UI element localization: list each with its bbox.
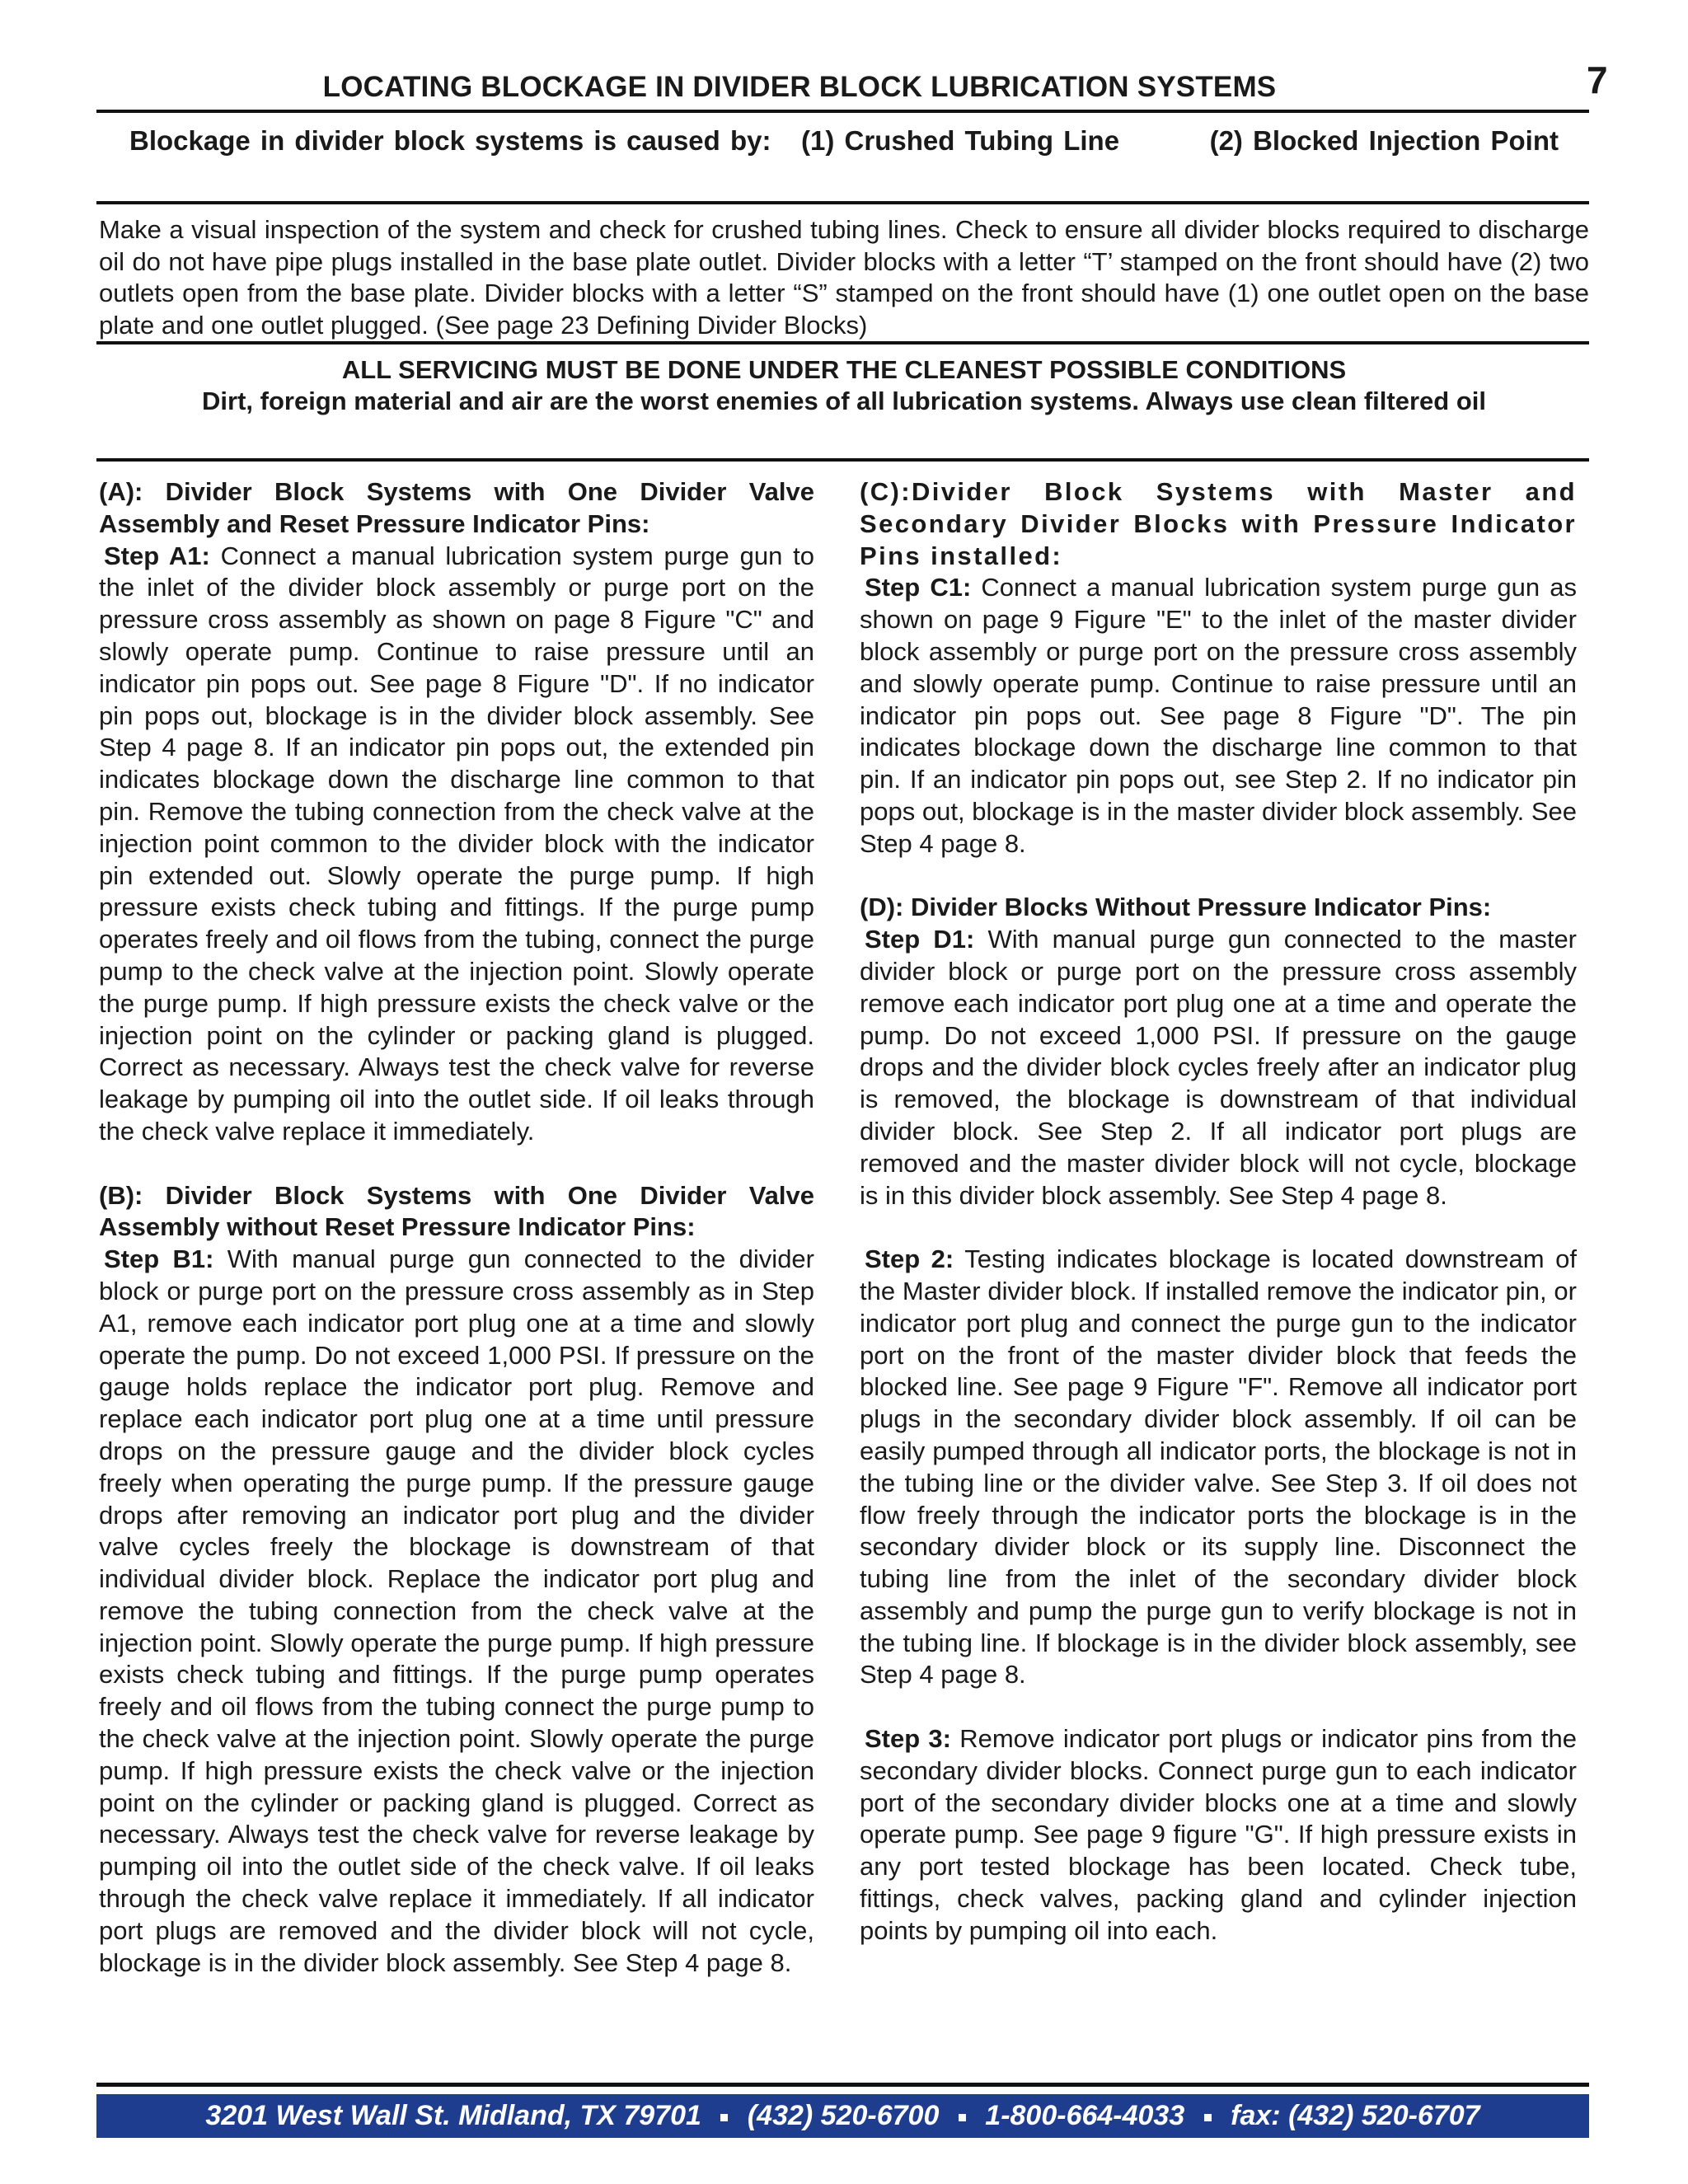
footer-address: 3201 West Wall St. Midland, TX 79701 xyxy=(205,2100,701,2131)
step-2-label: Step 2: xyxy=(865,1244,954,1274)
step-2-text: Testing indicates blockage is located downstream of the Master divider block. If installed remove the indicator pin, or indicator port plug and connect the purge gun to the indicator port on the front of the master divider block that feeds the blocked line. See page 9 Figure "F". Remove all indicator port plugs in the secondary divider block assembly. If oil can be easily pumped through all indicator ports, the blockage is not in the tubing line or the divider valve. See Step 3. If oil does not flow freely through the indicator ports the blockage is in the secondary divider block or its supply line. Disconnect the tubing line from the inlet of the secondary divider block assembly and pump the purge gun to verify blockage is not in the tubing line. If blockage is in the divider block assembly, see Step 4 page 8. xyxy=(860,1244,1577,1690)
step-a1-text: Connect a manual lubrication system purge gun to the inlet of the divider block assembly or purge port on the pressure cross assembly as shown on page 8 Figure "C" and slowly operate pump. Continue to raise pressure until an indicator pin pops out. See page 8 Figure "D". If no indicator pin pops out, blockage is in the divider block assembly. See Step 4 page 8. If an indicator pin pops out, the extended pin indicates blockage down the discharge line common to that pin. Remove the tubing connection from the check valve at the injection point common to the divider block with the indicator pin extended out. Slowly operate the purge pump. If high pressure exists check tubing and fittings. If the purge pump operates freely and oil flows from the tubing, connect the purge pump to the check valve at the injection point. Slowly operate the purge pump. If high pressure exists the check valve or the injection point on the cylinder or packing gland is plugged. Correct as necessary. Always test the check valve for reverse leakage by pumping oil into the outlet side. If oil leaks through the check valve replace it immediately. xyxy=(99,541,814,1146)
servicing-warning xyxy=(99,354,1589,417)
bullet-square-icon xyxy=(1204,2114,1212,2121)
bullet-square-icon xyxy=(720,2114,728,2121)
section-step-3 xyxy=(860,1723,1577,1947)
footer-tollfree: 1-800-664-4033 xyxy=(985,2100,1185,2131)
step-c1-text: Connect a manual lubrication system purge gun as shown on page 9 Figure "E" to the inlet of the master divider block assembly or purge port on the pressure cross assembly and slowly operate pump. Continue to raise pressure until an indicator pin pops out. See page 8 Figure "D". The pin indicates blockage down the discharge line common to that pin. If an indicator pin pops out, see Step 2. If no indicator pin pops out, blockage is in the master divider block assembly. See Step 4 page 8. xyxy=(860,573,1577,858)
step-3-text: Remove indicator port plugs or indicator pins from the secondary divider blocks. Connect purge gun to each indicator port of the secondary divider blocks one at a time and slowly operate pump. See page 9 figure "G". If high pressure exists in any port tested blockage has been located. Check tube, fittings, check valves, packing gland and cylinder injection points by pumping oil into each. xyxy=(860,1724,1577,1945)
header-divider xyxy=(96,110,1589,113)
step-d1-label: Step D1: xyxy=(865,925,975,954)
warning-divider xyxy=(96,458,1589,462)
footer-fax: fax: (432) 520-6707 xyxy=(1231,2100,1480,2131)
step-d1-text: With manual purge gun connected to the master divider block or purge port on the pressure cross assembly remove each indicator port plug one at a time and operate the pump. Do not exceed 1,000 PSI. If pressure on the gauge drops and the divider block cycles freely after an indicator plug is removed, the blockage is downstream of that individual divider block. See Step 2. If all indicator port plugs are removed and the master divider block will not cycle, blockage is in this divider block assembly. See Step 4 page 8. xyxy=(860,925,1578,1210)
section-a xyxy=(99,476,814,1148)
warning-line-1: ALL SERVICING MUST BE DONE UNDER THE CLEANEST POSSIBLE CONDITIONS xyxy=(341,355,1347,384)
section-step-2 xyxy=(860,1244,1577,1691)
cause-crushed-tubing: (1) Crushed Tubing Line xyxy=(801,125,1120,156)
step-b1-label: Step B1: xyxy=(104,1244,214,1274)
page-title: LOCATING BLOCKAGE IN DIVIDER BLOCK LUBRICATION SYSTEMS xyxy=(322,71,1277,103)
step-3-label: Step 3: xyxy=(865,1724,951,1754)
section-a-heading: (A): Divider Block Systems with One Divider Valve Assembly and Reset Pressure Indicator Pins: xyxy=(99,477,814,538)
section-b-heading: (B): Divider Block Systems with One Divider Valve Assembly without Reset Pressure Indicator Pins: xyxy=(99,1180,814,1242)
right-column xyxy=(860,476,1577,1979)
warning-line-2: Dirt, foreign material and air are the worst enemies of all lubrication systems. Always use clean filtered oil xyxy=(202,387,1486,415)
footer-phone: (432) 520-6700 xyxy=(747,2100,940,2131)
section-c xyxy=(860,476,1577,860)
bullet-square-icon xyxy=(959,2114,966,2121)
section-d-heading: (D): Divider Blocks Without Pressure Indicator Pins: xyxy=(860,893,1492,922)
step-a1-label: Step A1: xyxy=(104,541,210,570)
section-c-heading: (C):Divider Block Systems with Master and Secondary Divider Blocks with Pressure Indicator Pins installed: xyxy=(860,477,1577,570)
left-column xyxy=(99,476,814,2011)
section-b xyxy=(99,1180,814,1980)
section-d xyxy=(860,892,1577,1212)
causes-lead: Blockage in divider block systems is caused by: xyxy=(129,125,771,156)
step-c1-label: Step C1: xyxy=(865,573,972,602)
intro-divider xyxy=(96,341,1589,344)
step-b1-text: With manual purge gun connected to the divider block or purge port on the pressure cross assembly as in Step A1, remove each indicator port plug one at a time and slowly operate the pump. Do not exceed 1,000 PSI. If pressure on the gauge holds replace the indicator port plug. Remove and replace each indicator port plug one at a time until pressure drops on the pressure gauge and the divider block cycles freely when operating the purge pump. If the pressure gauge drops after removing an indicator port plug and the divider valve cycles freely the blockage is downstream of that individual divider block. Replace the indicator port plug and remove the tubing connection from the check valve at the injection point. Slowly operate the purge pump. If high pressure exists check tubing and fittings. If the purge pump operates freely and oil flows from the tubing connect the purge pump to the check valve at the injection point. Slowly operate the purge pump. If high pressure exists the check valve or the injection point on the cylinder or packing gland is plugged. Correct as necessary. Always test the check valve for reverse leakage by pumping oil into the outlet side of the check valve. If oil leaks through the check valve replace it immediately. If all indicator port plugs are removed and the divider block will not cycle, blockage is in the divider block assembly. See Step 4 page 8. xyxy=(99,1244,814,1977)
footer-divider xyxy=(96,2083,1589,2087)
subtitle-divider xyxy=(96,201,1589,204)
page-number: 7 xyxy=(1587,59,1608,101)
footer-contact-bar xyxy=(96,2094,1589,2138)
blockage-causes xyxy=(99,125,1589,157)
intro-paragraph: Make a visual inspection of the system and check for crushed tubing lines. Check to ensure all divider blocks required to discharge oil do not have pipe plugs installed in the base plate outlet. Divider blocks with a letter “T’ stamped on the front should have (2) two outlets open from the base plate. Divider blocks with a letter “S” stamped on the front should have (1) one outlet open on the base plate and one outlet plugged. (See page 23 Defining Divider Blocks) xyxy=(99,215,1589,340)
cause-blocked-injection: (2) Blocked Injection Point xyxy=(1209,125,1559,156)
